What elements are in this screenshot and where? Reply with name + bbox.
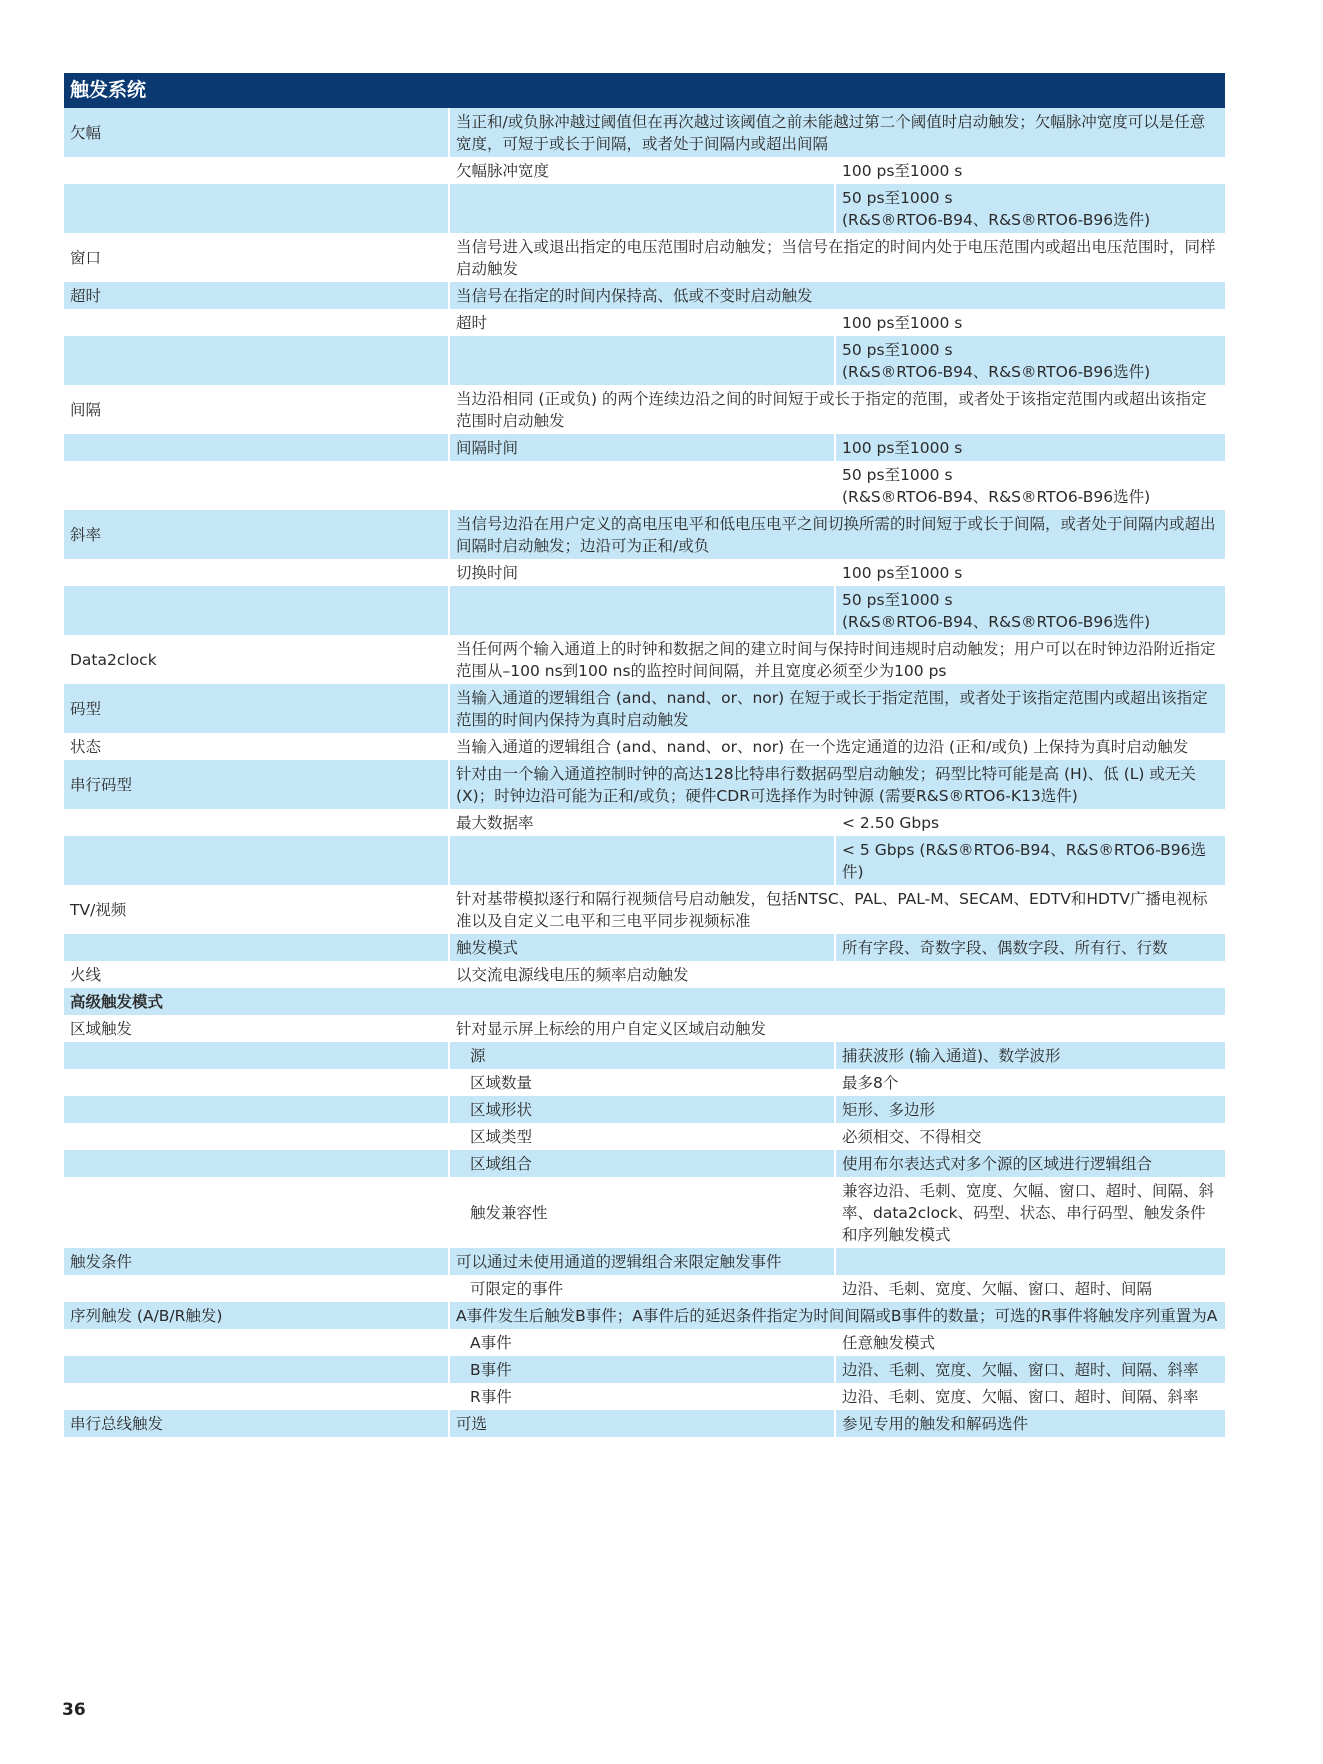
table-row — [64, 309, 1225, 336]
param-value: 兼容边沿、毛刺、宽度、欠幅、窗口、超时、间隔、斜率、data2clock、码型、状态、串行码型、触发条件和序列触发模式 — [842, 1182, 1215, 1244]
param-value: 边沿、毛刺、宽度、欠幅、窗口、超时、间隔 — [842, 1280, 1153, 1298]
param-name: 区域形状 — [450, 1096, 836, 1123]
table-row — [64, 1150, 1225, 1177]
row-label: 窗口 — [64, 233, 450, 282]
row-label: 序列触发 (A/B/R触发) — [64, 1302, 450, 1329]
row-label: 状态 — [64, 733, 450, 760]
param-name: 触发兼容性 — [450, 1177, 836, 1248]
table-row — [64, 934, 1225, 961]
param-name: 欠幅脉冲宽度 — [450, 157, 836, 184]
row-label: Data2clock — [64, 635, 450, 684]
row-description: 当信号进入或退出指定的电压范围时启动触发；当信号在指定的时间内处于电压范围内或超出电压范围时，同样启动触发 — [456, 238, 1216, 278]
table-row — [64, 1329, 1225, 1356]
param-name: 可限定的事件 — [450, 1275, 836, 1302]
row-description: 当正和/或负脉冲越过阈值但在再次越过该阈值之前未能越过第二个阈值时启动触发；欠幅脉冲宽度可以是任意宽度，可短于或长于间隔，或者处于间隔内或超出间隔 — [450, 108, 1225, 157]
param-value — [836, 336, 1225, 385]
row-description: 当任何两个输入通道上的时钟和数据之间的建立时间与保持时间违规时启动触发；用户可以在时钟边沿附近指定范围从–100 ns到100 ns的监控时间间隔，并且宽度必须至少为100 ps — [456, 640, 1216, 680]
table-row — [64, 733, 1225, 760]
row-description: 当输入通道的逻辑组合 (and、nand、or、nor) 在一个选定通道的边沿 (正和/或负) 上保持为真时启动触发 — [456, 738, 1189, 756]
param-name: 超时 — [450, 309, 836, 336]
row-label: 超时 — [64, 282, 450, 309]
row-description: 针对显示屏上标绘的用户自定义区域启动触发 — [456, 1020, 767, 1038]
row-label: 触发条件 — [64, 1248, 450, 1275]
param-value: 使用布尔表达式对多个源的区域进行逻辑组合 — [836, 1150, 1225, 1177]
param-name: 间隔时间 — [450, 434, 836, 461]
table-row — [64, 336, 1225, 385]
table-row — [64, 809, 1225, 836]
table-row — [64, 885, 1225, 934]
table-row — [64, 157, 1225, 184]
table-row — [64, 1248, 1225, 1275]
param-value: < 2.50 Gbps — [842, 814, 940, 832]
row-description: 针对基带模拟逐行和隔行视频信号启动触发，包括NTSC、PAL、PAL-M、SECAM、EDTV和HDTV广播电视标准以及自定义二电平和三电平同步视频标准 — [456, 890, 1208, 930]
table-row — [64, 184, 1225, 233]
param-name: 源 — [450, 1042, 836, 1069]
row-label: 码型 — [64, 684, 450, 733]
row-description: 可选 — [450, 1410, 836, 1437]
table-row — [64, 1177, 1225, 1248]
row-description: 当输入通道的逻辑组合 (and、nand、or、nor) 在短于或长于指定范围，或者处于该指定范围内或超出该指定范围的时间内保持为真时启动触发 — [450, 684, 1225, 733]
row-description: 针对由一个输入通道控制时钟的高达128比特串行数据码型启动触发；码型比特可能是高 (H)、低 (L) 或无关 (X)；时钟边沿可能为正和/或负；硬件CDR可选择作为时钟源 (需要R&S®RTO6-K13选件) — [450, 760, 1225, 809]
value-line: 50 ps至1000 s — [842, 341, 953, 359]
param-name: B事件 — [450, 1356, 836, 1383]
param-value: 边沿、毛刺、宽度、欠幅、窗口、超时、间隔、斜率 — [842, 1388, 1199, 1406]
param-value: 最多8个 — [842, 1074, 899, 1092]
param-value: 100 ps至1000 s — [842, 564, 963, 582]
row-label: 间隔 — [64, 385, 450, 434]
page-number: 36 — [62, 1700, 86, 1720]
param-value: 必须相交、不得相交 — [842, 1128, 982, 1146]
value-line: 50 ps至1000 s — [842, 466, 953, 484]
row-description: 可以通过未使用通道的逻辑组合来限定触发事件 — [450, 1248, 836, 1275]
table-row — [64, 1275, 1225, 1302]
param-value: 100 ps至1000 s — [836, 434, 1225, 461]
param-value — [836, 461, 1225, 510]
table-row — [64, 233, 1225, 282]
table-row — [64, 586, 1225, 635]
table-row — [64, 684, 1225, 733]
row-description: 当边沿相同 (正或负) 的两个连续边沿之间的时间短于或长于指定的范围，或者处于该指定范围内或超出该指定范围时启动触发 — [456, 390, 1207, 430]
table-row — [64, 1069, 1225, 1096]
table-row — [64, 1015, 1225, 1042]
table-row — [64, 559, 1225, 586]
table-subheading: 高级触发模式 — [64, 988, 1225, 1015]
row-label: TV/视频 — [64, 885, 450, 934]
table-row — [64, 434, 1225, 461]
param-value: 任意触发模式 — [842, 1334, 936, 1352]
param-name: 触发模式 — [450, 934, 836, 961]
table-row — [64, 961, 1225, 988]
table-row — [64, 1356, 1225, 1383]
row-label: 区域触发 — [64, 1015, 450, 1042]
row-description: 当信号在指定的时间内保持高、低或不变时启动触发 — [450, 282, 1225, 309]
param-value: 矩形、多边形 — [836, 1096, 1225, 1123]
row-label: 串行码型 — [64, 760, 450, 809]
value-note: (R&S®RTO6-B94、R&S®RTO6-B96选件) — [842, 363, 1151, 381]
param-name: 区域类型 — [450, 1123, 836, 1150]
param-name: 最大数据率 — [450, 809, 836, 836]
table-row — [64, 836, 1225, 885]
param-value: 所有字段、奇数字段、偶数字段、所有行、行数 — [836, 934, 1225, 961]
value-line: 50 ps至1000 s — [842, 591, 953, 609]
value-note: (R&S®RTO6-B94、R&S®RTO6-B96选件) — [842, 488, 1151, 506]
table-subheading-row — [64, 988, 1225, 1015]
param-value: 参见专用的触发和解码选件 — [836, 1410, 1225, 1437]
table-row — [64, 1096, 1225, 1123]
table-row — [64, 461, 1225, 510]
table-row — [64, 1302, 1225, 1329]
row-description: A事件发生后触发B事件；A事件后的延迟条件指定为时间间隔或B事件的数量；可选的R事件将触发序列重置为A — [450, 1302, 1225, 1329]
param-name: 区域数量 — [450, 1069, 836, 1096]
spec-table — [64, 73, 1225, 1437]
param-name: A事件 — [450, 1329, 836, 1356]
param-value — [836, 586, 1225, 635]
param-value: 100 ps至1000 s — [842, 314, 963, 332]
param-name: 切换时间 — [450, 559, 836, 586]
table-row — [64, 1410, 1225, 1437]
table-row — [64, 510, 1225, 559]
row-label: 斜率 — [64, 510, 450, 559]
section-title: 触发系统 — [64, 73, 1225, 108]
row-label: 串行总线触发 — [64, 1410, 450, 1437]
param-value: 100 ps至1000 s — [842, 162, 963, 180]
table-row — [64, 1383, 1225, 1410]
table-row — [64, 635, 1225, 684]
param-value — [836, 184, 1225, 233]
table-row — [64, 1042, 1225, 1069]
row-label: 欠幅 — [64, 108, 450, 157]
value-note: (R&S®RTO6-B94、R&S®RTO6-B96选件) — [842, 613, 1151, 631]
row-description: 当信号边沿在用户定义的高电压电平和低电压电平之间切换所需的时间短于或长于间隔，或者处于间隔内或超出间隔时启动触发；边沿可为正和/或负 — [450, 510, 1225, 559]
param-value: 边沿、毛刺、宽度、欠幅、窗口、超时、间隔、斜率 — [836, 1356, 1225, 1383]
table-row — [64, 108, 1225, 157]
value-note: (R&S®RTO6-B94、R&S®RTO6-B96选件) — [842, 211, 1151, 229]
param-value: < 5 Gbps (R&S®RTO6-B94、R&S®RTO6-B96选件) — [836, 836, 1225, 885]
table-row — [64, 385, 1225, 434]
param-value: 捕获波形 (输入通道)、数学波形 — [836, 1042, 1225, 1069]
table-row — [64, 1123, 1225, 1150]
table-row — [64, 760, 1225, 809]
row-label: 火线 — [64, 961, 450, 988]
table-row — [64, 282, 1225, 309]
row-description: 以交流电源线电压的频率启动触发 — [456, 966, 689, 984]
param-name: R事件 — [450, 1383, 836, 1410]
value-line: 50 ps至1000 s — [842, 189, 953, 207]
param-name: 区域组合 — [450, 1150, 836, 1177]
